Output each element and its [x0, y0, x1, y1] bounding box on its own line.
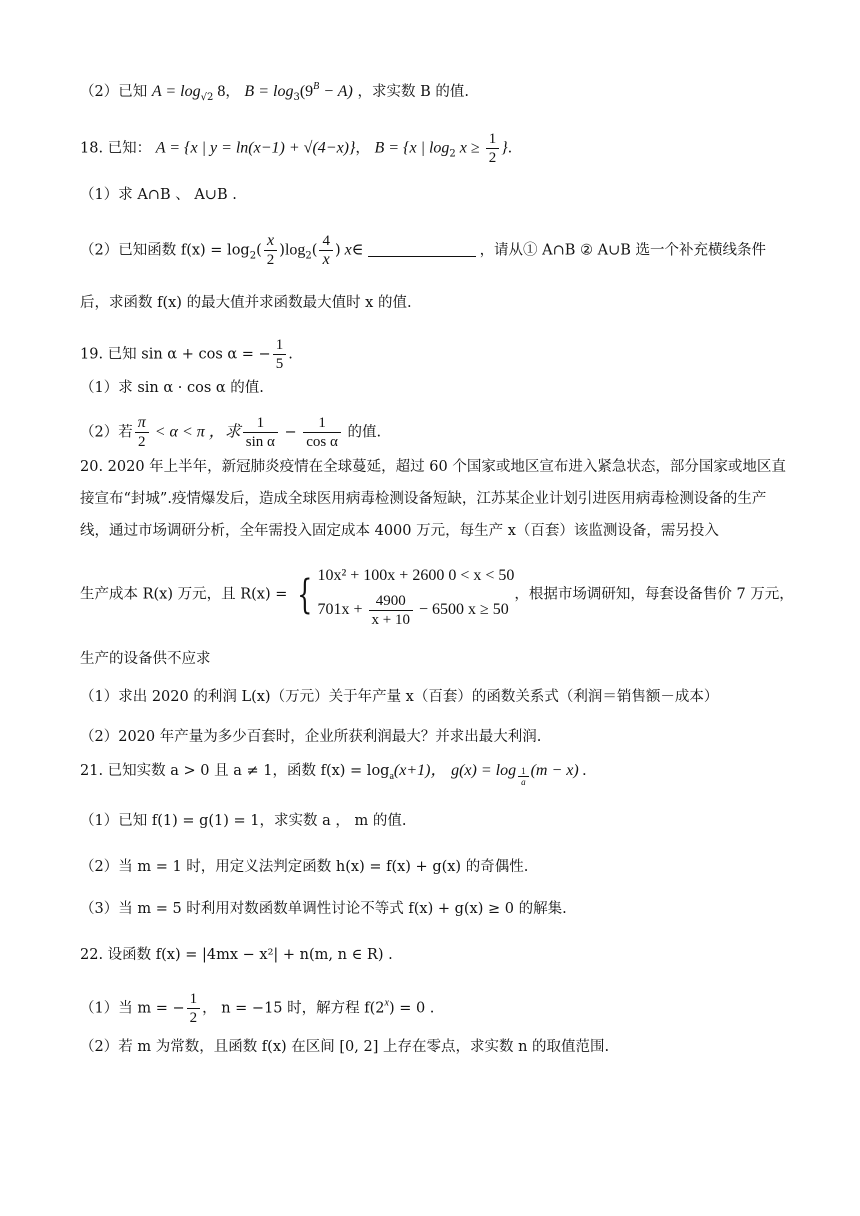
- p18-log-base-1: 2: [249, 250, 257, 262]
- p18-part2-post: ，请从① A∩B ② A∪B 选一个补充横线条件: [479, 242, 767, 259]
- p21-part1: （1）已知 f(1) = g(1) = 1，求实数 a ， m 的值.: [80, 813, 407, 829]
- p18-in: x∈: [340, 241, 364, 259]
- p17-sep: ，: [225, 84, 240, 100]
- p17-b-tail: − A): [319, 83, 353, 100]
- p18-part1: （1）求 A∩B 、 A∪B .: [80, 187, 237, 203]
- p22-part1-post: ) = 0 .: [388, 1000, 435, 1017]
- p19-head: [80, 336, 790, 373]
- p21-part3: （3）当 m = 5 时利用对数函数单调性讨论不等式 f(x) + g(x) ≥ 0 的解集.: [80, 901, 567, 917]
- p18-set-b-post: }: [501, 139, 508, 157]
- p17-a-arg: 8: [213, 83, 226, 100]
- p20-case2-frac: [369, 592, 413, 629]
- p18-end: .: [507, 140, 513, 157]
- p20-piecewise: [317, 560, 514, 629]
- p19-part2-mid: < α < π ，求: [150, 423, 241, 441]
- p20-case2-num: 4900: [369, 592, 413, 611]
- p19-part2-post: 的值.: [342, 424, 382, 441]
- p19-pi-over-2: [135, 414, 149, 451]
- p19-two: 2: [137, 434, 146, 450]
- p21-head-mid: (x+1)，: [393, 762, 447, 779]
- p21-part2: （2）当 m = 1 时，用定义法判定函数 h(x) = f(x) + g(x) 的奇偶性.: [80, 859, 529, 875]
- p18-part2: （2）已知函数 $f(x) = \log_2$( $\frac{x}{2}$ )$\log_2$( $\frac{4}{x}$ ) x∈ ，请从① A∩B ② A∪B 选一个补充横线条件: [80, 232, 767, 268]
- p18-log-base-2: 2: [305, 250, 312, 262]
- p22-part1: [80, 990, 790, 1027]
- p19-minus: −: [279, 424, 302, 441]
- p17-a-base: √2: [200, 92, 214, 103]
- p19-head-pre: 19. 已知 sin α + cos α = −: [80, 346, 271, 363]
- p18-set-a: A = {x | y = ln(x−1) + √(4−x)}: [155, 139, 356, 157]
- p21-g-base-fraction: [518, 766, 529, 787]
- p17-b-expr: B = log: [244, 83, 294, 100]
- p17-a-expr: A = log: [151, 83, 201, 100]
- p17-b-base: 3: [293, 92, 300, 103]
- p17-b-arg: (9: [299, 83, 314, 100]
- piecewise-brace-icon: {: [297, 571, 313, 618]
- p19-head-post: .: [288, 346, 293, 363]
- p22-part2: （2）若 m 为常数，且函数 f(x) 在区间 [0, 2] 上存在零点，求实数 n 的取值范围.: [80, 1039, 610, 1055]
- p20-case1: 10x² + 100x + 2600 0 < x < 50: [317, 567, 515, 584]
- p19-num: 1: [273, 336, 287, 355]
- p20-para1: 20. 2020 年上半年，新冠肺炎疫情在全球蔓延，超过 60 个国家或地区宣布进入紧急状态，部分国家或地区直接宣布“封城”.疫情爆发后，造成全球医用病毒检测设备短缺，江苏某企业计划引进医用病毒检测设备的生产线，通过市场调研分析，全年需投入固定成本 4000 万元，每生产 x（百套）该监测设备，需另投入: [80, 459, 786, 539]
- p21-head: [80, 760, 790, 788]
- p22-part1-pre: （1）当 m = −: [80, 1000, 185, 1017]
- p18-set-b-mid: x ≥: [455, 139, 484, 157]
- p19-one-over-cos: [303, 414, 341, 451]
- p19-cos: cos α: [306, 434, 338, 450]
- p20-cost: [80, 560, 794, 629]
- p20-cost-post: ，根据市场调研知，每套设备售价 7 万元，: [514, 586, 794, 603]
- p17-part2-prefix: （2）已知: [80, 84, 148, 100]
- p19-one-over-sin: [243, 414, 278, 451]
- p21-g-base-num: 1: [518, 766, 529, 777]
- p19-part2: [80, 414, 790, 451]
- p21-base-a: a: [389, 771, 394, 782]
- p18-half-fraction: [486, 130, 500, 167]
- p18-4-over-x: [319, 232, 333, 269]
- p18-sep: ，: [355, 140, 370, 157]
- p18-head: [80, 130, 790, 167]
- p18-number: 18. 已知：: [80, 140, 152, 157]
- p19-one-b: 1: [303, 414, 341, 433]
- p19-part1: （1）求 sin α · cos α 的值.: [80, 380, 264, 396]
- p20-cost-pre: 生产成本 R(x) 万元，且 R(x) =: [80, 586, 293, 603]
- p22-head: 22. 设函数 f(x) = |4mx − x²| + n(m, n ∈ R) .: [80, 947, 393, 963]
- p20-supply: 生产的设备供不应求: [80, 651, 211, 667]
- p18-x-den: x: [322, 251, 330, 268]
- p21-head-pre: 21. 已知实数 a > 0 且 a ≠ 1，函数 f(x) = log: [80, 763, 390, 779]
- p22-part1-mid: ， n = −15 时，解方程 f(2: [202, 1000, 385, 1017]
- p18-log-2: log: [284, 241, 306, 259]
- p18-set-b-base: 2: [449, 148, 456, 160]
- p19-part2-pre: （2）若: [80, 424, 133, 441]
- p22-half: [187, 990, 201, 1027]
- p18-part2-cont: 后，求函数 f(x) 的最大值并求函数最大值时 x 的值.: [80, 295, 412, 311]
- p18-x-num: x: [264, 232, 278, 251]
- p20-case2-a: 701x +: [317, 601, 367, 619]
- p17-suffix: ，求实数 B 的值.: [357, 84, 469, 100]
- p19-pi: π: [135, 414, 149, 433]
- p19-sin: sin α: [245, 434, 275, 450]
- p20-case2-b: − 6500 x ≥ 50: [414, 601, 509, 619]
- p20-case2: [317, 592, 514, 629]
- p19-fifth: [273, 336, 287, 373]
- p19-den: 5: [275, 356, 284, 372]
- p18-frac-den: 2: [488, 150, 497, 166]
- p21-g-base-den: a: [521, 777, 526, 787]
- p21-g-post: (m − x) .: [530, 762, 587, 779]
- p18-4-num: 4: [319, 232, 333, 251]
- p19-one-a: 1: [243, 414, 278, 433]
- p18-part2-pre: （2）已知函数 f(x) = log: [80, 242, 250, 259]
- p20-part2: （2）2020 年产量为多少百套时，企业所获利润最大？并求出最大利润.: [80, 729, 542, 745]
- p22-num: 1: [187, 990, 201, 1009]
- p18-frac-num: 1: [486, 130, 500, 149]
- p18-2-den: 2: [266, 252, 275, 268]
- p22-den: 2: [189, 1010, 198, 1026]
- p17-part2: [80, 76, 790, 109]
- p18-set-b-pre: B = {x | log: [374, 139, 450, 157]
- p17-b-exp: B: [313, 81, 320, 92]
- p20-case2-den: x + 10: [371, 612, 410, 628]
- fill-in-blank: [368, 242, 476, 257]
- p22-exp: x: [384, 997, 389, 1009]
- p20-part1: （1）求出 2020 的利润 L(x)（万元）关于年产量 x（百套）的函数关系式（利润＝销售额－成本）: [80, 689, 719, 705]
- p21-g-pre: g(x) = log: [451, 762, 517, 779]
- p18-x-over-2: [264, 232, 278, 269]
